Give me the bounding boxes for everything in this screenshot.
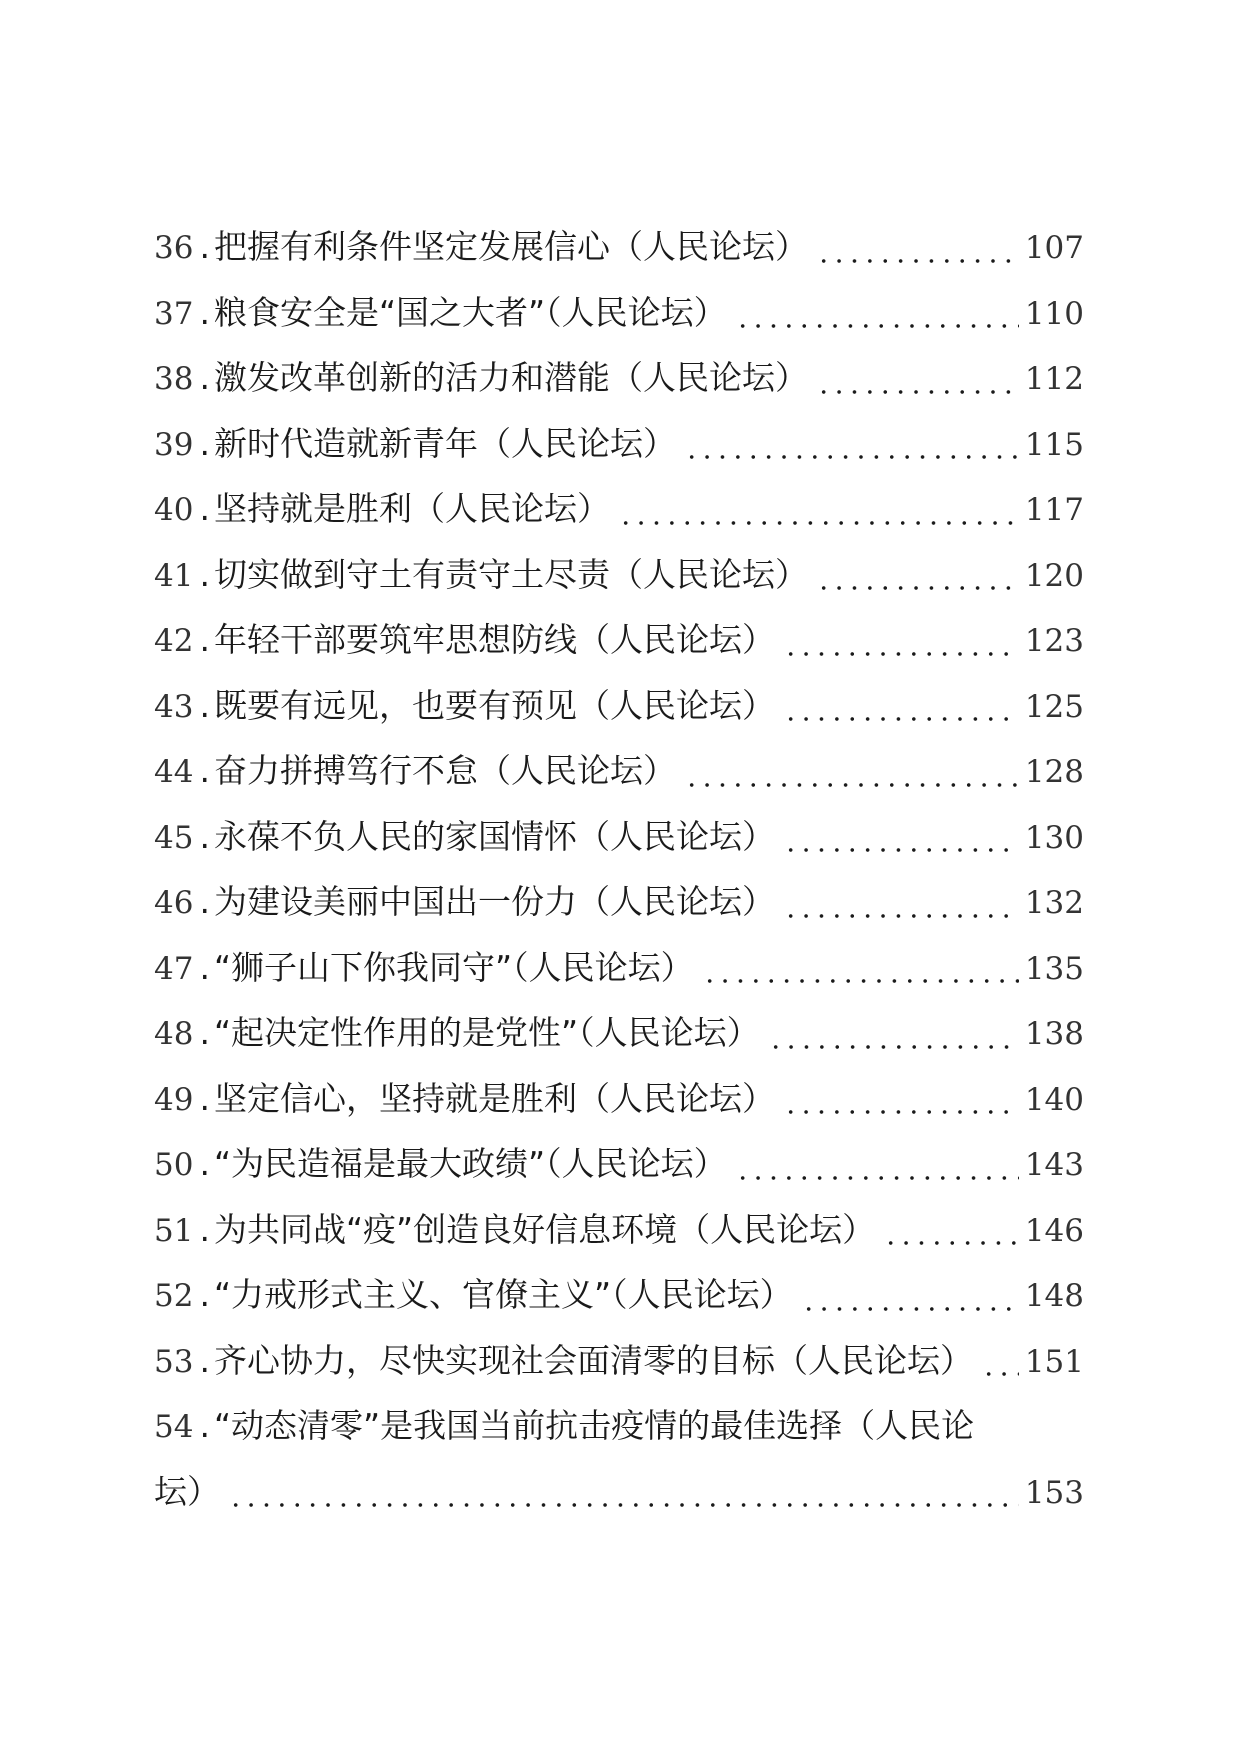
toc-entry-title: “动态清零”是我国当前抗击疫情的最佳选择（人民论 [213, 1406, 975, 1445]
toc-entry-page: 138 [1024, 1016, 1084, 1052]
toc-entry-separator: . [199, 620, 210, 659]
toc-entry-page: 120 [1024, 557, 1084, 594]
toc-entry-41[interactable] [154, 542, 1084, 608]
toc-entry-number: 48 [154, 1016, 194, 1052]
toc-entry-page: 130 [1024, 819, 1084, 856]
dot-leader [981, 1369, 1019, 1379]
toc-entry-number: 47 [154, 950, 194, 987]
toc-entry-54-line1[interactable] [154, 1393, 1084, 1459]
toc-entry-number: 38 [154, 361, 194, 397]
toc-entry-separator: . [199, 358, 210, 397]
toc-entry-separator: . [199, 1013, 210, 1052]
toc-entry-number: 40 [154, 492, 194, 528]
toc-entry-number: 52 [154, 1278, 194, 1314]
toc-entry-title: 齐心协力，尽快实现社会面清零的目标（人民论坛） [213, 1340, 973, 1380]
dot-leader [768, 1042, 1019, 1052]
toc-entry-number: 39 [154, 426, 194, 463]
toc-entry-page: 128 [1024, 754, 1084, 790]
toc-entry-separator: . [199, 685, 210, 725]
toc-entry-page: 123 [1024, 623, 1084, 659]
toc-entry-separator: . [199, 1078, 210, 1118]
toc-entry-separator: . [199, 423, 210, 463]
dot-leader [735, 321, 1019, 331]
toc-entry-number: 45 [154, 819, 194, 856]
toc-entry-separator: . [199, 1406, 210, 1445]
toc-entry-number: 41 [154, 557, 194, 594]
toc-entry-title: 年轻干部要筑牢思想防线（人民论坛） [213, 620, 775, 659]
toc-entry-page: 117 [1024, 492, 1084, 528]
toc-entry-title: “狮子山下你我同守”（人民论坛） [213, 947, 694, 987]
toc-entry-page: 112 [1024, 361, 1084, 397]
toc-entry-number: 50 [154, 1147, 194, 1183]
toc-entry-number: 53 [154, 1343, 194, 1380]
toc-entry-separator: . [199, 816, 210, 856]
dot-leader [783, 845, 1019, 855]
dot-leader [684, 452, 1019, 462]
toc-entry-page: 107 [1024, 230, 1084, 266]
toc-entry-number: 43 [154, 688, 194, 725]
toc-entry-49[interactable] [154, 1066, 1084, 1132]
toc-entry-separator: . [199, 489, 210, 528]
toc-entry-separator: . [199, 882, 210, 921]
toc-entry-title-continued: 坛） [154, 1471, 220, 1511]
table-of-contents [154, 214, 1084, 1524]
dot-leader [618, 518, 1019, 528]
toc-entry-separator: . [199, 554, 210, 594]
toc-entry-title: “力戒形式主义、官僚主义”（人民论坛） [213, 1275, 793, 1314]
toc-entry-38[interactable] [154, 345, 1084, 411]
toc-entry-title: 坚定信心，坚持就是胜利（人民论坛） [213, 1078, 775, 1118]
toc-entry-42[interactable] [154, 607, 1084, 673]
toc-entry-52[interactable] [154, 1262, 1084, 1328]
toc-entry-title: 奋力拼搏笃行不怠（人民论坛） [213, 751, 676, 790]
toc-entry-title: 既要有远见，也要有预见（人民论坛） [213, 685, 775, 725]
dot-leader [783, 649, 1019, 659]
toc-entry-separator: . [199, 1144, 210, 1183]
toc-entry-page: 153 [1024, 1474, 1084, 1511]
toc-entry-37[interactable] [154, 280, 1084, 346]
toc-entry-page: 143 [1024, 1147, 1084, 1183]
toc-entry-title: 坚持就是胜利（人民论坛） [213, 489, 610, 528]
toc-entry-48[interactable] [154, 1000, 1084, 1066]
toc-entry-45[interactable] [154, 804, 1084, 870]
toc-entry-number: 37 [154, 295, 194, 332]
toc-entry-43[interactable] [154, 673, 1084, 739]
toc-entry-page: 148 [1024, 1278, 1084, 1314]
toc-entry-number: 51 [154, 1212, 194, 1249]
toc-entry-separator: . [199, 1275, 210, 1314]
toc-entry-number: 49 [154, 1081, 194, 1118]
toc-entry-title: 激发改革创新的活力和潜能（人民论坛） [213, 358, 808, 397]
toc-entry-title: “起决定性作用的是党性”（人民论坛） [213, 1013, 760, 1052]
toc-entry-page: 110 [1024, 295, 1084, 332]
toc-entry-page: 151 [1024, 1343, 1084, 1380]
dot-leader [783, 911, 1019, 921]
toc-entry-page: 132 [1024, 885, 1084, 921]
toc-entry-46[interactable] [154, 869, 1084, 935]
toc-entry-title: 把握有利条件坚定发展信心（人民论坛） [213, 227, 808, 266]
toc-entry-title: 粮食安全是“国之大者”（人民论坛） [213, 292, 727, 332]
toc-entry-title: “为民造福是最大政绩”（人民论坛） [213, 1144, 727, 1183]
toc-entry-number: 54 [154, 1409, 194, 1445]
toc-entry-47[interactable] [154, 935, 1084, 1001]
toc-entry-title: 切实做到守土有责守土尽责（人民论坛） [213, 554, 808, 594]
dot-leader [801, 1304, 1019, 1314]
toc-entry-separator: . [199, 947, 210, 987]
toc-entry-number: 42 [154, 623, 194, 659]
toc-entry-54-line2[interactable] [154, 1459, 1084, 1525]
toc-entry-page: 115 [1024, 426, 1084, 463]
dot-leader [783, 714, 1019, 724]
dot-leader [702, 976, 1019, 986]
toc-entry-39[interactable] [154, 411, 1084, 477]
dot-leader [816, 256, 1019, 266]
dot-leader [684, 780, 1019, 790]
toc-entry-separator: . [199, 1209, 210, 1249]
dot-leader [228, 1500, 1019, 1510]
dot-leader [735, 1173, 1019, 1183]
toc-entry-page: 135 [1024, 950, 1084, 987]
toc-entry-title: 永葆不负人民的家国情怀（人民论坛） [213, 816, 775, 856]
toc-entry-number: 36 [154, 230, 194, 266]
toc-entry-separator: . [199, 292, 210, 332]
toc-entry-separator: . [199, 751, 210, 790]
toc-entry-51[interactable] [154, 1197, 1084, 1263]
toc-entry-title: 为建设美丽中国出一份力（人民论坛） [213, 882, 775, 921]
toc-entry-40[interactable] [154, 476, 1084, 542]
toc-entry-number: 46 [154, 885, 194, 921]
dot-leader [883, 1238, 1019, 1248]
toc-entry-separator: . [199, 1340, 210, 1380]
toc-entry-page: 140 [1024, 1081, 1084, 1118]
toc-entry-title: 为共同战“疫”创造良好信息环境（人民论坛） [213, 1209, 876, 1249]
toc-entry-page: 146 [1024, 1212, 1084, 1249]
toc-entry-50[interactable] [154, 1131, 1084, 1197]
toc-entry-title: 新时代造就新青年（人民论坛） [213, 423, 676, 463]
dot-leader [816, 583, 1019, 593]
toc-entry-53[interactable] [154, 1328, 1084, 1394]
toc-entry-44[interactable] [154, 738, 1084, 804]
toc-entry-number: 44 [154, 754, 194, 790]
dot-leader [783, 1107, 1019, 1117]
dot-leader [816, 387, 1019, 397]
toc-entry-page: 125 [1024, 688, 1084, 725]
toc-entry-separator: . [199, 227, 210, 266]
toc-entry-36[interactable] [154, 214, 1084, 280]
